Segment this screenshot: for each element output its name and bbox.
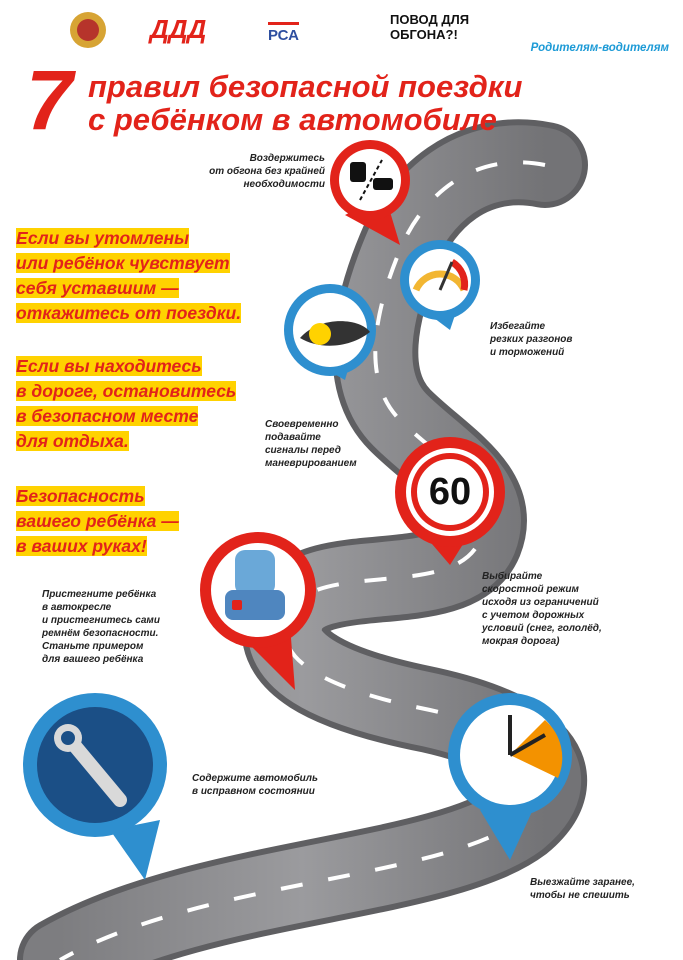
speed-limit-value: 60 bbox=[428, 471, 472, 513]
title-number: 7 bbox=[26, 53, 73, 147]
title-line-1: правил безопасной поездки bbox=[88, 69, 523, 104]
title-line-2: с ребёнком в автомобиле bbox=[88, 102, 497, 137]
police-emblem bbox=[68, 10, 108, 50]
advice-2: Если вы находитесь в дороге, остановитесь в безопасном месте для отдыха. bbox=[16, 356, 237, 451]
rsa-logo: РСА bbox=[268, 22, 299, 44]
tagline: Родителям-водителям bbox=[530, 42, 669, 54]
rule-caption-6: Содержите автомобиль в исправном состоянии bbox=[192, 773, 318, 797]
rule-caption-2: Избегайте резких разгонов и торможений bbox=[490, 321, 573, 358]
povod-logo: ПОВОД ДЛЯ ОБГОНА?! bbox=[390, 12, 470, 42]
rule-caption-7: Выезжайте заранее, чтобы не спешить bbox=[530, 877, 635, 901]
page-title bbox=[88, 70, 522, 136]
advice-3: Безопасность вашего ребёнка — в ваших руках! bbox=[16, 486, 179, 556]
advice-1: Если вы утомлены или ребёнок чувствует себя уставшим — откажитесь от поездки. bbox=[16, 228, 242, 323]
wrench-icon bbox=[23, 693, 167, 880]
rule-caption-3: Своевременно подавайте сигналы перед маневрированием bbox=[265, 419, 357, 469]
header-logos bbox=[60, 10, 520, 54]
rule-caption-1: Воздержитесь от обгона без крайней необходимости bbox=[209, 153, 325, 190]
rule-caption-5: Пристегните ребёнка в автокресле и пристегнитесь сами ремнём безопасности. Станьте примером для вашего ребёнка bbox=[42, 589, 160, 665]
dad-logo: ДДД bbox=[150, 14, 207, 44]
rule-caption-4: Выбирайте скоростной режим исходя из ограничений с учетом дорожных условий (снег, гололёд, мокрая дорога) bbox=[482, 571, 602, 647]
